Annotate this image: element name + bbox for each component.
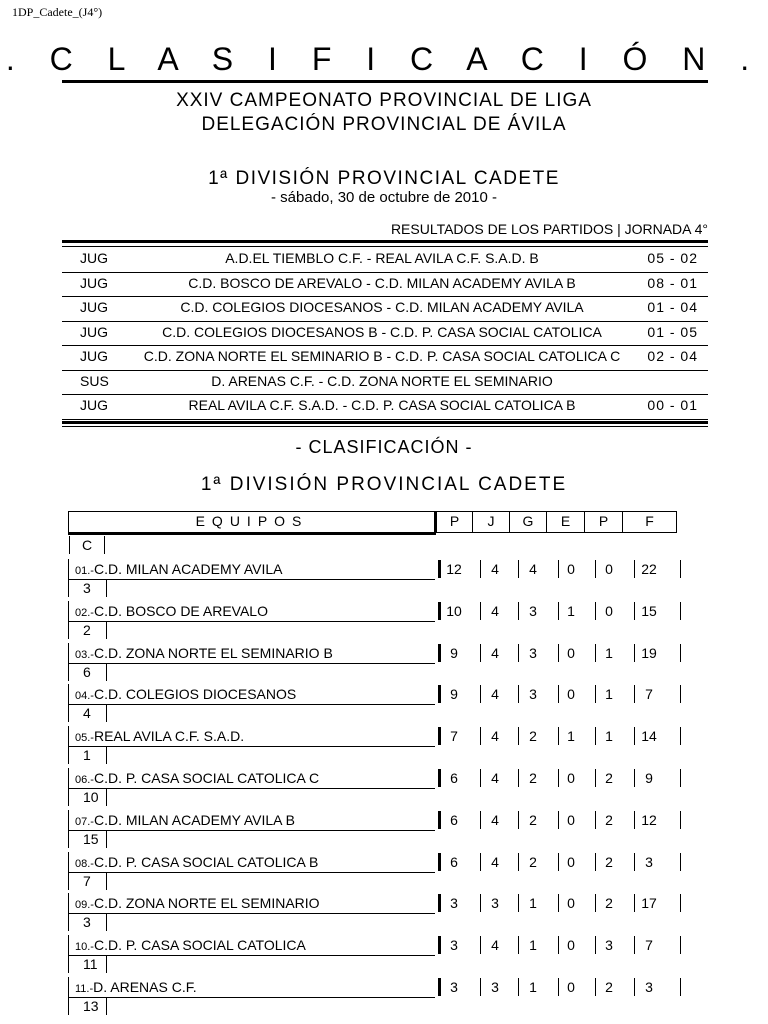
stat-points: 12 xyxy=(446,561,462,577)
match-score: 08 - 01 xyxy=(647,274,698,291)
match-score: 01 - 04 xyxy=(647,299,698,315)
stat-for: 12 xyxy=(641,811,657,828)
stat-played: 3 xyxy=(491,895,499,912)
stat-drawn: 0 xyxy=(567,853,575,870)
c-value: 13 xyxy=(69,998,107,1015)
stat-won: 3 xyxy=(529,644,537,661)
team-position: 05.- xyxy=(75,732,94,745)
result-row xyxy=(62,273,708,298)
stat-for: 9 xyxy=(645,770,653,786)
team-name-cell xyxy=(68,643,435,664)
team-name: C.D. ZONA NORTE EL SEMINARIO xyxy=(93,895,320,912)
stat-drawn: 0 xyxy=(567,937,575,954)
team-name: C.D. P. CASA SOCIAL CATOLICA C xyxy=(93,770,320,786)
equipos-header: EQUIPOS xyxy=(68,511,436,535)
stat-played: 4 xyxy=(491,561,499,577)
match-status: JUG xyxy=(80,250,108,266)
col-header-for: F xyxy=(622,511,677,533)
match-score: 02 - 04 xyxy=(647,348,698,364)
match-status: JUG xyxy=(80,397,108,413)
stat-won: 3 xyxy=(529,602,537,619)
col-header-played: J xyxy=(472,511,510,533)
match-teams: C.D. COLEGIOS DIOCESANOS B - C.D. P. CASA SOCIAL CATOLICA xyxy=(162,323,602,340)
result-row xyxy=(62,395,708,420)
cell-divider xyxy=(680,560,681,578)
stat-for: 7 xyxy=(645,937,653,954)
team-position: 03.- xyxy=(75,648,94,661)
title-rule xyxy=(62,80,708,83)
match-status: JUG xyxy=(80,348,108,364)
match-score: 05 - 02 xyxy=(647,250,698,266)
match-score: 00 - 01 xyxy=(647,397,698,413)
standings-row xyxy=(68,684,682,726)
team-position: 08.- xyxy=(75,857,94,870)
stat-won: 2 xyxy=(529,811,537,828)
stat-lost: 1 xyxy=(605,686,613,703)
standings-row xyxy=(68,559,682,601)
result-row xyxy=(62,322,708,347)
team-position: 06.- xyxy=(75,774,94,786)
cell-divider xyxy=(680,853,681,871)
stat-lost: 0 xyxy=(605,561,613,577)
standings-row xyxy=(68,810,682,852)
match-teams: C.D. COLEGIOS DIOCESANOS - C.D. MILAN ACADEMY AVILA xyxy=(180,299,584,315)
team-position: 10.- xyxy=(75,941,94,954)
stat-for: 15 xyxy=(641,602,657,619)
results-header: RESULTADOS DE LOS PARTIDOS | JORNADA 4° xyxy=(390,221,708,237)
col-header-lost: P xyxy=(584,511,623,533)
results-table xyxy=(62,248,708,420)
stat-played: 4 xyxy=(491,602,499,619)
stat-for: 3 xyxy=(645,853,653,870)
c-value: 3 xyxy=(69,914,107,931)
cell-divider xyxy=(680,811,681,829)
c-value: 6 xyxy=(69,664,107,681)
stat-lost: 1 xyxy=(605,728,613,745)
standings-row xyxy=(68,768,682,810)
match-status: JUG xyxy=(80,274,108,291)
team-name-cell xyxy=(68,726,435,747)
standings-division-title: 1ª DIVISIÓN PROVINCIAL CADETE xyxy=(200,474,568,495)
stat-lost: 2 xyxy=(605,811,613,828)
c-value: 15 xyxy=(69,831,107,848)
stat-lost: 2 xyxy=(605,770,613,786)
stat-won: 3 xyxy=(529,686,537,703)
stat-won: 2 xyxy=(529,728,537,745)
standings-row xyxy=(68,726,682,768)
stat-points: 6 xyxy=(450,770,458,786)
stat-won: 4 xyxy=(529,561,537,577)
standings-row xyxy=(68,935,682,977)
team-name: C.D. P. CASA SOCIAL CATOLICA xyxy=(93,937,306,954)
team-name-cell xyxy=(68,935,435,956)
col-header-drawn: E xyxy=(546,511,585,533)
team-name-cell xyxy=(68,810,435,831)
stat-lost: 3 xyxy=(605,937,613,954)
team-name-cell xyxy=(68,977,435,998)
stat-for: 7 xyxy=(645,686,653,703)
stat-played: 3 xyxy=(491,979,499,995)
stat-drawn: 0 xyxy=(567,561,575,577)
stat-drawn: 0 xyxy=(567,979,575,995)
stat-for: 3 xyxy=(645,979,653,995)
stat-points: 6 xyxy=(450,853,458,870)
standings-row xyxy=(68,977,682,1019)
result-row xyxy=(62,248,708,273)
stat-played: 4 xyxy=(491,937,499,954)
cell-divider xyxy=(680,644,681,662)
standings-row xyxy=(68,852,682,894)
result-row xyxy=(62,371,708,396)
cell-divider xyxy=(680,936,681,954)
team-position: 07.- xyxy=(75,815,94,828)
stat-drawn: 0 xyxy=(567,770,575,786)
results-top-rule-thin xyxy=(62,246,708,247)
stat-won: 1 xyxy=(529,937,537,954)
standings-row xyxy=(68,893,682,935)
match-status: JUG xyxy=(80,299,108,315)
match-teams: A.D.EL TIEMBLO C.F. - REAL AVILA C.F. S.A.D. B xyxy=(225,250,539,266)
stat-lost: 1 xyxy=(605,644,613,661)
result-row xyxy=(62,346,708,371)
cell-divider xyxy=(680,769,681,787)
team-name: C.D. MILAN ACADEMY AVILA xyxy=(93,561,283,577)
stat-points: 3 xyxy=(450,979,458,995)
match-teams: C.D. ZONA NORTE EL SEMINARIO B - C.D. P. CASA SOCIAL CATOLICA C xyxy=(143,348,621,364)
stat-played: 4 xyxy=(491,770,499,786)
cell-divider xyxy=(680,894,681,912)
stat-points: 9 xyxy=(450,644,458,661)
stat-drawn: 0 xyxy=(567,686,575,703)
stat-for: 19 xyxy=(641,644,657,661)
stat-drawn: 0 xyxy=(567,644,575,661)
delegation-subtitle: DELEGACIÓN PROVINCIAL DE ÁVILA xyxy=(201,114,567,135)
results-bottom-rule xyxy=(62,421,708,424)
stat-drawn: 1 xyxy=(567,602,575,619)
stat-points: 3 xyxy=(450,937,458,954)
stat-played: 4 xyxy=(491,811,499,828)
team-name-cell xyxy=(68,559,435,580)
team-name: C.D. P. CASA SOCIAL CATOLICA B xyxy=(93,853,319,870)
cell-divider xyxy=(680,685,681,703)
match-status: JUG xyxy=(80,323,108,340)
team-name: REAL AVILA C.F. S.A.D. xyxy=(93,728,245,745)
stat-drawn: 0 xyxy=(567,895,575,912)
standings-row xyxy=(68,601,682,643)
team-name-cell xyxy=(68,601,435,622)
team-position: 01.- xyxy=(75,565,94,577)
stat-won: 1 xyxy=(529,979,537,995)
stat-won: 2 xyxy=(529,853,537,870)
page-title: . C L A S I F I C A C I Ó N . xyxy=(5,41,763,77)
stat-won: 2 xyxy=(529,770,537,786)
cell-divider xyxy=(680,602,681,620)
results-top-rule xyxy=(62,240,708,243)
team-name: C.D. COLEGIOS DIOCESANOS xyxy=(93,686,297,703)
cell-divider xyxy=(680,978,681,996)
team-position: 04.- xyxy=(75,690,94,703)
standings-header xyxy=(68,511,676,533)
c-value: 3 xyxy=(69,580,107,597)
team-name: C.D. MILAN ACADEMY AVILA B xyxy=(93,811,295,828)
stat-lost: 0 xyxy=(605,602,613,619)
col-header-won: G xyxy=(509,511,547,533)
document-code: 1DP_Cadete_(J4°) xyxy=(12,5,103,19)
stat-won: 1 xyxy=(529,895,537,912)
result-row xyxy=(62,297,708,322)
stat-for: 17 xyxy=(641,895,657,912)
stat-lost: 2 xyxy=(605,853,613,870)
stat-played: 4 xyxy=(491,644,499,661)
cell-divider xyxy=(680,727,681,745)
stat-lost: 2 xyxy=(605,979,613,995)
stat-points: 7 xyxy=(450,728,458,745)
match-score: 01 - 05 xyxy=(647,323,698,340)
team-name-cell xyxy=(68,768,435,789)
c-value: 4 xyxy=(69,705,107,722)
stat-played: 4 xyxy=(491,686,499,703)
match-teams: REAL AVILA C.F. S.A.D. - C.D. P. CASA SOCIAL CATOLICA B xyxy=(188,397,576,413)
stat-drawn: 0 xyxy=(567,811,575,828)
stat-points: 6 xyxy=(450,811,458,828)
c-value: 2 xyxy=(69,622,107,639)
team-name: D. ARENAS C.F. xyxy=(93,979,197,995)
match-status: SUS xyxy=(80,372,109,389)
stat-for: 14 xyxy=(641,728,657,745)
c-value: 10 xyxy=(69,789,107,806)
championship-subtitle: XXIV CAMPEONATO PROVINCIAL DE LIGA xyxy=(176,90,592,111)
team-position: 11.- xyxy=(75,983,94,995)
stat-drawn: 1 xyxy=(567,728,575,745)
team-name-cell xyxy=(68,852,435,873)
stat-lost: 2 xyxy=(605,895,613,912)
match-date: - sábado, 30 de octubre de 2010 - xyxy=(271,189,497,206)
match-teams: D. ARENAS C.F. - C.D. ZONA NORTE EL SEMINARIO xyxy=(211,372,553,389)
stat-played: 4 xyxy=(491,728,499,745)
team-name: C.D. BOSCO DE AREVALO xyxy=(93,602,268,619)
team-name-cell xyxy=(68,684,435,705)
c-value: 11 xyxy=(69,956,107,973)
stat-points: 10 xyxy=(446,602,462,619)
c-column-label: C xyxy=(69,536,105,554)
col-header-points: P xyxy=(434,511,473,533)
stat-for: 22 xyxy=(641,561,657,577)
team-name: C.D. ZONA NORTE EL SEMINARIO B xyxy=(93,644,333,661)
standings-row xyxy=(68,643,682,685)
team-position: 09.- xyxy=(75,899,94,912)
stat-points: 3 xyxy=(450,895,458,912)
match-teams: C.D. BOSCO DE AREVALO - C.D. MILAN ACADEMY AVILA B xyxy=(188,274,576,291)
team-position: 02.- xyxy=(75,606,94,619)
c-value: 1 xyxy=(69,747,107,764)
team-name-cell xyxy=(68,893,435,914)
division-title: 1ª DIVISIÓN PROVINCIAL CADETE xyxy=(208,168,560,189)
stat-played: 4 xyxy=(491,853,499,870)
c-value: 7 xyxy=(69,873,107,890)
results-bottom-rule-thin xyxy=(62,426,708,427)
standings-section-title: - CLASIFICACIÓN - xyxy=(295,437,473,457)
stat-points: 9 xyxy=(450,686,458,703)
